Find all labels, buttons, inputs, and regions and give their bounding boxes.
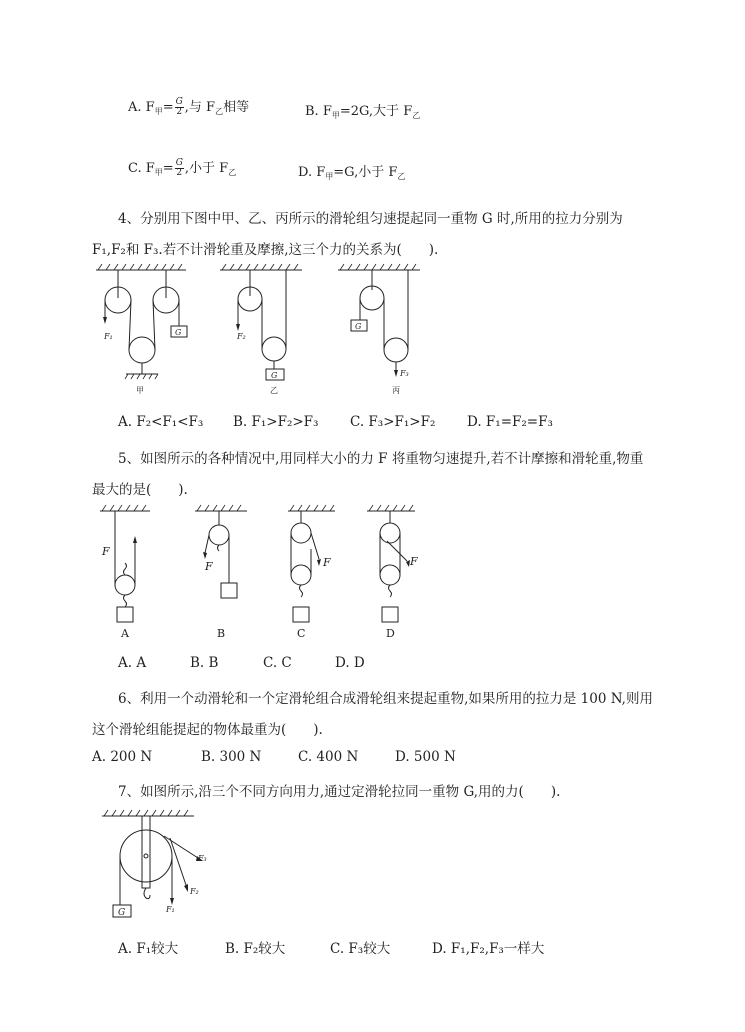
q5-option-b: B. B [190,655,219,671]
q4-fig-f3-label: F₃ [400,369,409,378]
q7-fig-f2-label: F₂ [190,887,199,896]
q3-option-b: B. $F_甲=2G$,大于 $F_乙$ [305,104,421,120]
q4-fig-label-bing: 丙 [392,386,400,395]
q7-option-c: C. F₃较大 [330,941,391,957]
q6-option-a: A. 200 N [92,749,153,765]
q4-fig-f1-label: F₁ [104,332,113,341]
q3-option-a: A. $F_甲=$ $\frac{G}{2}$ ,与 $F_乙$相等 [128,97,250,117]
q6-option-b: B. 300 N [201,749,262,765]
q6-option-c: C. 400 N [298,749,359,765]
q5-fig-label-c: C [297,627,306,640]
q4-figure [90,262,450,402]
q7-fig-g-label: G [118,908,126,918]
q4-option-a: A. F₂<F₁<F₃ [118,414,204,430]
q4-option-b: B. F₁>F₂>F₃ [233,414,319,430]
q3-option-d: D. $F_甲=G$,小于 $F_乙$ [298,165,406,181]
q4-fig-f2-label: F₂ [237,332,246,341]
q5-option-d: D. D [335,655,365,671]
q4-fig-label-yi: 乙 [270,386,278,395]
q7-figure [98,808,228,923]
q5-option-a: A. A [118,655,147,671]
q5-question-line2: 最大的是( ). [92,482,188,498]
q3-option-c: C. $F_甲=$ $\frac{G}{2}$ ,小于 $F_乙$ [128,158,237,178]
q5-figure [95,503,435,643]
q7-fig-f3-label: F₃ [198,854,207,863]
q5-fig-c-f-label: F [323,556,331,569]
q6-option-d: D. 500 N [395,749,456,765]
q4-fig-g-label-1: G [175,328,182,337]
q4-question-line2: F₁,F₂和 F₃.若不计滑轮重及摩擦,这三个力的关系为( ). [92,242,439,258]
q7-fig-f1-label: F₁ [166,905,175,914]
q4-option-d: D. F₁=F₂=F₃ [467,414,553,430]
q6-question-line2: 这个滑轮组能提起的物体最重为( ). [92,722,323,738]
q6-question-line1: 6、利用一个动滑轮和一个定滑轮组合成滑轮组来提起重物,如果所用的拉力是 100 N,则用 [118,691,653,707]
q5-option-c: C. C [263,655,292,671]
q7-question-line1: 7、如图所示,沿三个不同方向用力,通过定滑轮拉同一重物 G,用的力( ). [118,784,561,800]
q5-fig-label-a: A [121,627,129,640]
q5-fig-label-b: B [217,627,226,640]
q7-option-b: B. F₂较大 [225,941,286,957]
q4-option-c: C. F₃>F₁>F₂ [350,414,436,430]
q5-fig-d-f-label: F [410,555,418,568]
q5-fig-label-d: D [386,627,395,640]
q5-question-line1: 5、如图所示的各种情况中,用同样大小的力 F 将重物匀速提升,若不计摩擦和滑轮重,物重 [118,451,644,467]
q4-question-line1: 4、分别用下图中甲、乙、丙所示的滑轮组匀速提起同一重物 G 时,所用的拉力分别为 [118,211,623,227]
q5-fig-b-f-label: F [205,560,213,573]
q4-fig-g-label-2: G [271,371,278,380]
q7-option-a: A. F₁较大 [118,941,179,957]
q4-fig-label-jia: 甲 [136,386,144,395]
q5-fig-a-f-label: F [102,545,110,558]
q7-option-d: D. F₁,F₂,F₃一样大 [432,941,545,957]
q4-fig-g-label-3: G [355,322,362,331]
